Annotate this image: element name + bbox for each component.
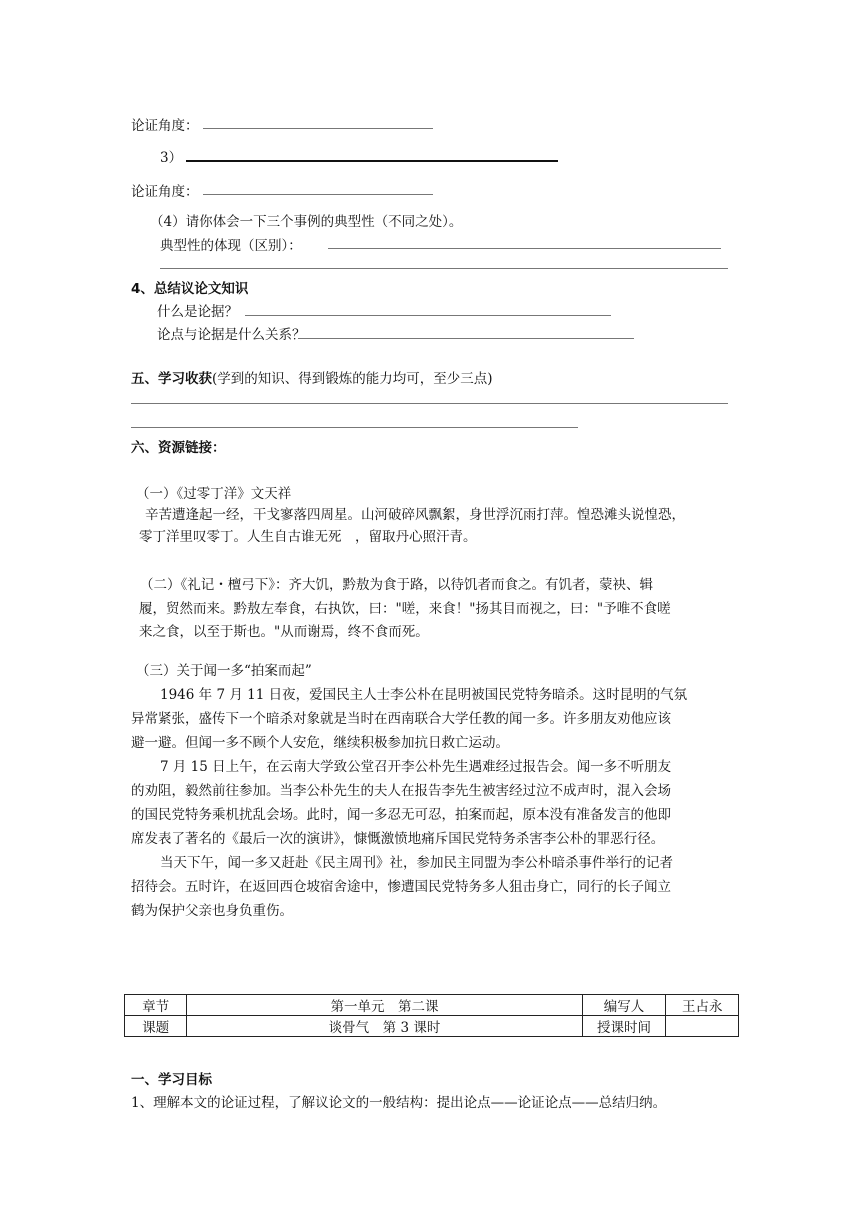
- resource-3-p1-line-3: 避一避。但闻一多不顾个人安危，继续积极参加抗日救亡运动。: [131, 735, 509, 751]
- resource-3-p2-line-3: 的国民党特务乘机扰乱会场。此时，闻一多忍无可忍，拍案而起，原本没有准备发言的他即: [131, 807, 671, 823]
- item-3-label: 3）: [160, 150, 183, 166]
- resource-1-title: （一）《过零丁洋》文天祥: [136, 486, 292, 502]
- resource-2-line-2: 履，贸然而来。黔敖左奉食，右执饮，曰："嗟，来食！"扬其目而视之，曰："予唯不食嗟: [139, 601, 671, 617]
- resource-3-p3-line-1: 当天下午，闻一多又赶赴《民主周刊》社，参加民主同盟为李公朴暗杀事件举行的记者: [160, 855, 673, 871]
- author-value: 王占永: [666, 995, 739, 1016]
- resource-2-line-1: （二）《礼记・檀弓下》：齐大饥，黔敖为食于路，以待饥者而食之。有饥者，蒙袂、辑: [140, 577, 653, 593]
- class-time-value[interactable]: [666, 1016, 739, 1037]
- answer-blank-q4-b[interactable]: [160, 268, 728, 269]
- question-4-prompt: 典型性的体现（区别）：: [160, 238, 302, 254]
- section-6-heading: 六、资源链接：: [131, 440, 226, 456]
- resource-3-p2-line-1: 7 月 15 日上午，在云南大学致公堂召开李公朴先生遇难经过报告会。闻一多不听朋友: [160, 759, 672, 775]
- resource-3-p3-line-3: 鹤为保护父亲也身负重伤。: [131, 903, 293, 919]
- angle-label-2: 论证角度：: [131, 184, 199, 200]
- answer-blank-s5-b[interactable]: [131, 427, 578, 428]
- answer-blank-q4-a[interactable]: [328, 248, 721, 249]
- answer-blank-item-3[interactable]: [186, 160, 558, 162]
- answer-blank-s4-q2[interactable]: [298, 338, 634, 339]
- resource-2-line-3: 来之食，以至于斯也。"从而谢焉，终不食而死。: [139, 624, 429, 640]
- resource-3-p2-line-2: 的劝阻，毅然前往参加。当李公朴先生的夫人在报告李先生被害经过泣不成声时，混入会场: [131, 783, 671, 799]
- table-row: [125, 995, 739, 1016]
- chapter-label: 章节: [125, 995, 187, 1016]
- resource-1-line-1: 辛苦遭逢起一经，干戈寥落四周星。山河破碎风飘絮，身世浮沉雨打萍。惶恐滩头说惶恐，: [145, 507, 685, 523]
- section-4-question-2: 论点与论据是什么关系？: [157, 327, 306, 343]
- answer-blank-s5-a[interactable]: [131, 403, 728, 404]
- section-5-note: (学到的知识、得到锻炼的能力均可，至少三点): [212, 371, 493, 387]
- table-row: [125, 1016, 739, 1037]
- section-5-title: [131, 367, 493, 387]
- topic-value: 谈骨气 第 3 课时: [187, 1016, 582, 1037]
- objectives-heading: 一、学习目标: [131, 1072, 212, 1088]
- answer-blank-angle-1[interactable]: [203, 128, 433, 129]
- resource-3-p3-line-2: 招待会。五时许，在返回西仓坡宿舍途中，惨遭国民党特务多人狙击身亡，同行的长子闻立: [131, 879, 671, 895]
- section-5-heading: 五、学习收获: [131, 371, 212, 387]
- class-time-label: 授课时间: [582, 1016, 666, 1037]
- resource-1-line-2: 零丁洋里叹零丁。人生自古谁无死 ，留取丹心照汗青。: [139, 529, 477, 545]
- objective-item-1: 1、理解本文的论证过程，了解议论文的一般结构：提出论点——论证论点——总结归纳。: [131, 1095, 667, 1111]
- resource-3-title: （三）关于闻一多“拍案而起”: [136, 663, 312, 679]
- section-4-question-1: 什么是论据？: [157, 304, 238, 320]
- resource-3-p2-line-4: 席发表了著名的《最后一次的演讲》，慷慨激愤地痛斥国民党特务杀害李公朴的罪恶行径。: [131, 831, 665, 847]
- answer-blank-s4-q1[interactable]: [245, 315, 611, 316]
- question-4: （4）请你体会一下三个事例的典型性（不同之处）。: [150, 214, 463, 230]
- resource-3-p1-line-2: 异常紧张，盛传下一个暗杀对象就是当时在西南联合大学任教的闻一多。许多朋友劝他应该: [131, 711, 671, 727]
- chapter-value: 第一单元 第二课: [187, 995, 582, 1016]
- resource-3-p1-line-1: 1946 年 7 月 11 日夜，爱国民主人士李公朴在昆明被国民党特务暗杀。这时昆明的气氛: [160, 687, 688, 703]
- lesson-info-table: [124, 994, 739, 1037]
- author-label: 编写人: [582, 995, 666, 1016]
- angle-label-1: 论证角度：: [131, 118, 199, 134]
- answer-blank-angle-2[interactable]: [203, 194, 433, 195]
- topic-label: 课题: [125, 1016, 187, 1037]
- section-4-heading: 4、总结议论文知识: [131, 281, 249, 297]
